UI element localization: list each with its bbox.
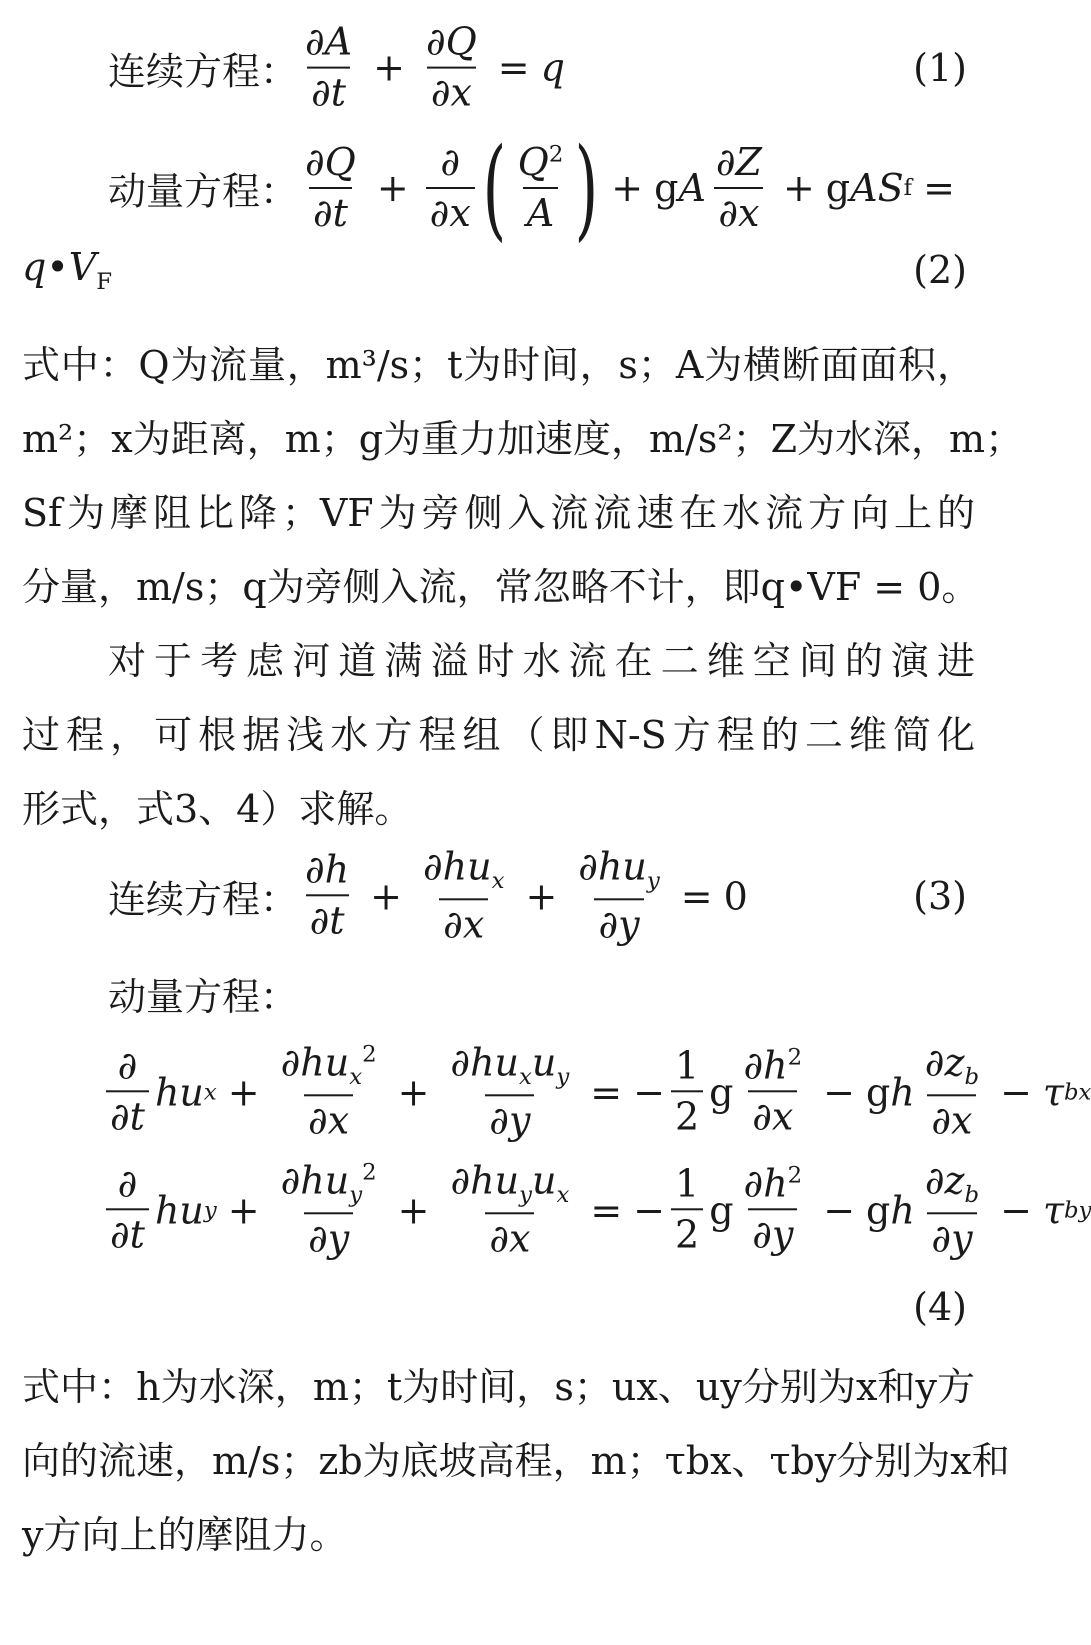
- eq3-label: 连续方程：: [108, 877, 299, 922]
- eq3-math: $\frac{\partial h}{\partial t}$ + $\frac{\partial hu_x}{\partial x}$ + $\frac{\partial hu_y}{\partial y}$ = 0: [305, 844, 748, 946]
- eq1-math: $\frac{\partial A}{\partial t}$ + $\frac{\partial Q}{\partial x}$ = q: [305, 19, 565, 115]
- eq2-label: 动量方程：: [108, 169, 299, 214]
- para1-line-3: Sf为摩阻比降；VF为旁侧入流流速在水流方向上的: [22, 491, 975, 535]
- eq3-number: (3): [913, 874, 967, 918]
- para1-line-4: 分量，m/s；q为旁侧入流，常忽略不计，即q•VF = 0。: [22, 565, 980, 609]
- para1-line-1: 式中：Q为流量，m³/s；t为时间，s；A为横断面面积，: [22, 343, 975, 387]
- para1-line-2: m²；x为距离，m；g为重力加速度，m/s²；Z为水深，m；: [22, 417, 1024, 461]
- eq2-cont-sub: F: [96, 268, 113, 295]
- eq4a-math: $\frac{\partial}{\partial t}$ hu x + $\frac{\partial hu_x^2}{\partial x}$ + $\frac{\partial hu_xu_y}{\partial y}$ = − $\frac{1}{2}$ g $\frac{\partial h^2}{\partial x}$ − g h $\frac{\partial z_b}{\partial x}$ − τ bx: [100, 1043, 1091, 1140]
- para3-line-2: 向的流速，m/s；zb为底坡高程，m；τbx、τby分别为x和: [22, 1439, 1010, 1483]
- equation-4a: [0, 1032, 1091, 1152]
- eq4-number: (4): [913, 1285, 967, 1329]
- equation-4b: [0, 1150, 1091, 1270]
- equation-1: [0, 8, 1015, 128]
- para3-line-1: 式中：h为水深，m；t为时间，s；ux、uy分别为x和y方: [22, 1365, 975, 1409]
- eq2-cont: q•V: [22, 245, 97, 290]
- para2-line-3: 形式，式3、4）求解。: [22, 787, 413, 831]
- eq4b-math: $\frac{\partial}{\partial t}$ hu y + $\frac{\partial hu_y^2}{\partial y}$ + $\frac{\partial hu_yu_x}{\partial x}$ = − $\frac{1}{2}$ g $\frac{\partial h^2}{\partial y}$ − g h $\frac{\partial z_b}{\partial y}$ − τ by: [100, 1161, 1091, 1258]
- para2-line-2: 过程，可根据浅水方程组（即N-S方程的二维简化: [22, 713, 975, 757]
- eq4-label: 动量方程：: [108, 975, 299, 1019]
- eq1-label: 连续方程：: [108, 49, 299, 94]
- eq2-number: (2): [913, 248, 967, 292]
- eq2-rhs: =: [923, 166, 955, 210]
- eq2-math: $\frac{\partial Q}{\partial t}$ + $\frac{\partial}{\partial x}$ ( $\frac{Q^2}{A}$ ) + g A $\frac{\partial Z}{\partial x}$ + g AS f =: [305, 124, 955, 252]
- para3-line-3: y方向上的摩阻力。: [22, 1513, 348, 1557]
- equation-3: [0, 836, 1015, 956]
- equation-4-number-row: [0, 1272, 1015, 1342]
- equation-2-continuation: [0, 235, 1015, 305]
- eq1-number: (1): [913, 46, 967, 90]
- para2-line-1: 对于考虑河道满溢时水流在二维空间的演进: [108, 639, 975, 683]
- equation-2: [0, 124, 1015, 252]
